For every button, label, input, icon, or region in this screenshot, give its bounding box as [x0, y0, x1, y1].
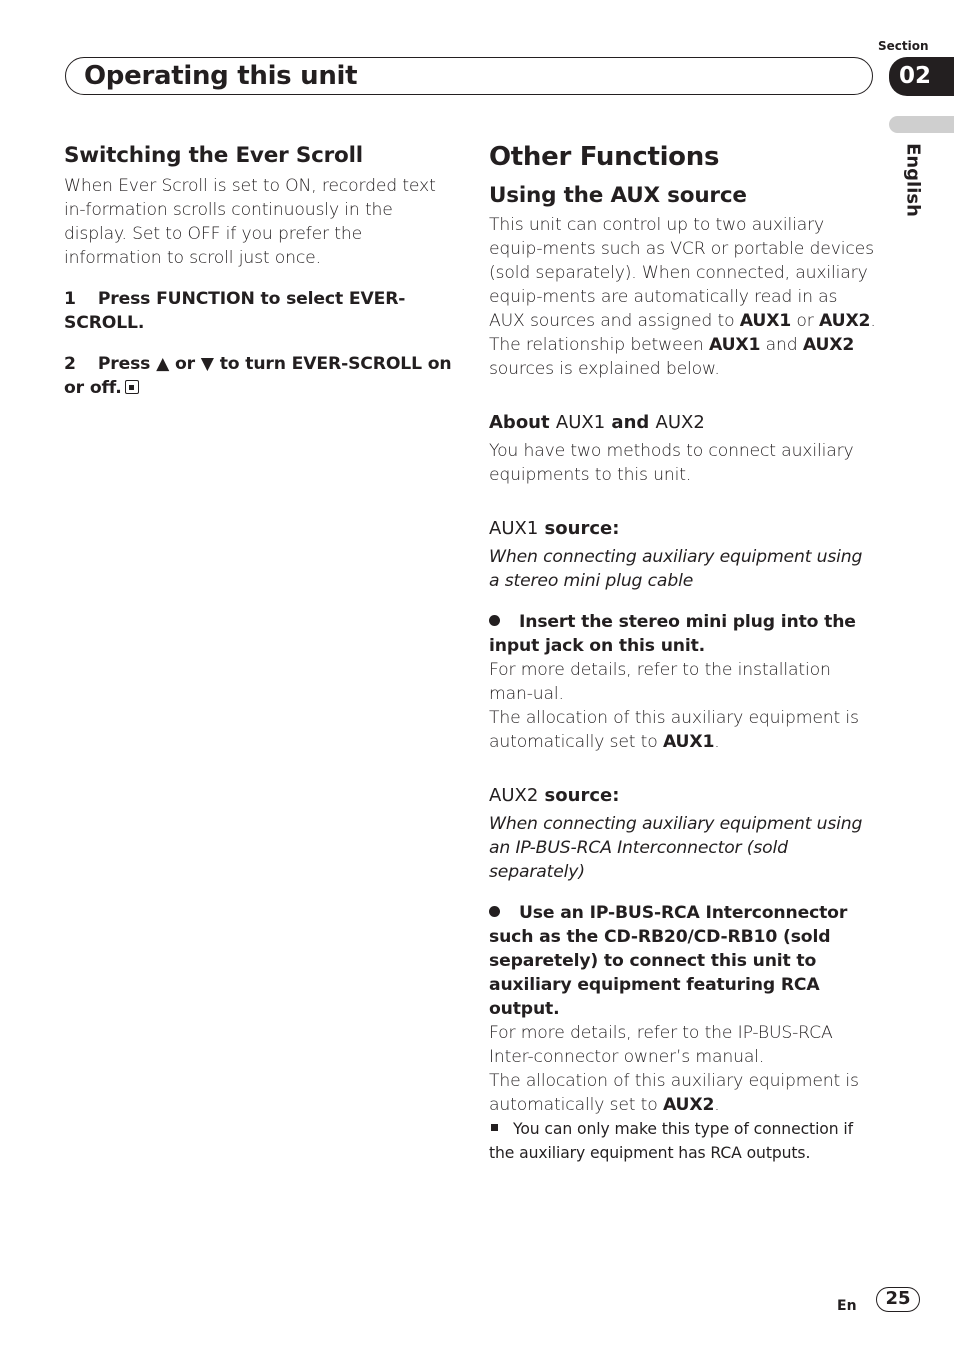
section-label: Section [878, 39, 929, 53]
footer-language: En [837, 1298, 857, 1314]
aux1-step: Insert the stereo mini plug into the input jack on this unit. [489, 612, 856, 656]
page-number: 25 [876, 1287, 920, 1312]
about-aux-text: You have two methods to connect auxiliary equipments to this unit. [489, 441, 854, 485]
about-aux-heading: About AUX1 and AUX2 [489, 412, 705, 433]
step-1-text: Press FUNCTION to select EVER-SCROLL. [64, 289, 406, 333]
left-column [64, 142, 456, 400]
aux2-source-heading: AUX2 source: [489, 785, 620, 806]
aux1-detail: For more details, refer to the installation man-ual. [489, 660, 831, 704]
aux1-source-heading: AUX1 source: [489, 518, 620, 539]
page-title: Operating this unit [84, 61, 358, 91]
aux1-condition: When connecting auxiliary equipment using a stereo mini plug cable [489, 547, 863, 591]
aux-source-heading: Using the AUX source [489, 183, 747, 208]
step-2-number: 2 [64, 354, 76, 374]
bullet-icon [489, 906, 500, 917]
right-column [489, 141, 877, 1165]
bullet-icon [489, 615, 500, 626]
aux2-allocation: The allocation of this auxiliary equipment is automatically set to AUX2. [489, 1071, 859, 1115]
rca-note: You can only make this type of connection if the auxiliary equipment has RCA outputs. [489, 1120, 854, 1162]
ever-scroll-heading: Switching the Ever Scroll [64, 143, 363, 168]
aux-intro: This unit can control up to two auxiliary equip-ments such as VCR or portable devices (sold separately). When connected, auxiliary equip-ments are automatically read in as AUX sources and assigned to AUX1 or AUX2. The relationship between AUX1 and AUX2 sources is explained below. [489, 215, 876, 379]
aux2-step: Use an IP-BUS-RCA Interconnector such as the CD-RB20/CD-RB10 (sold separetely) to connect this unit to auxiliary equipment featuring RCA output. [489, 903, 848, 1019]
section-number-badge: 02 [889, 57, 954, 96]
aux2-detail: For more details, refer to the IP-BUS-RCA Inter-connector owner’s manual. [489, 1023, 833, 1067]
note-square-icon [491, 1124, 498, 1131]
step-2 [64, 352, 456, 400]
aux1-allocation: The allocation of this auxiliary equipment is automatically set to AUX1. [489, 708, 859, 752]
step-2-text: Press ▲ or ▼ to turn EVER-SCROLL on or off. [64, 354, 452, 398]
language-label: English [902, 143, 924, 217]
end-mark-icon [125, 380, 139, 394]
step-1-number: 1 [64, 289, 76, 309]
ever-scroll-intro: When Ever Scroll is set to ON, recorded text in-formation scrolls continuously in the display. Set to OFF if you prefer the information to scroll just once. [64, 176, 436, 268]
step-1 [64, 287, 456, 335]
language-tab [889, 116, 954, 133]
other-functions-heading: Other Functions [489, 142, 720, 172]
aux2-condition: When connecting auxiliary equipment using an IP-BUS-RCA Interconnector (sold separately) [489, 814, 863, 882]
